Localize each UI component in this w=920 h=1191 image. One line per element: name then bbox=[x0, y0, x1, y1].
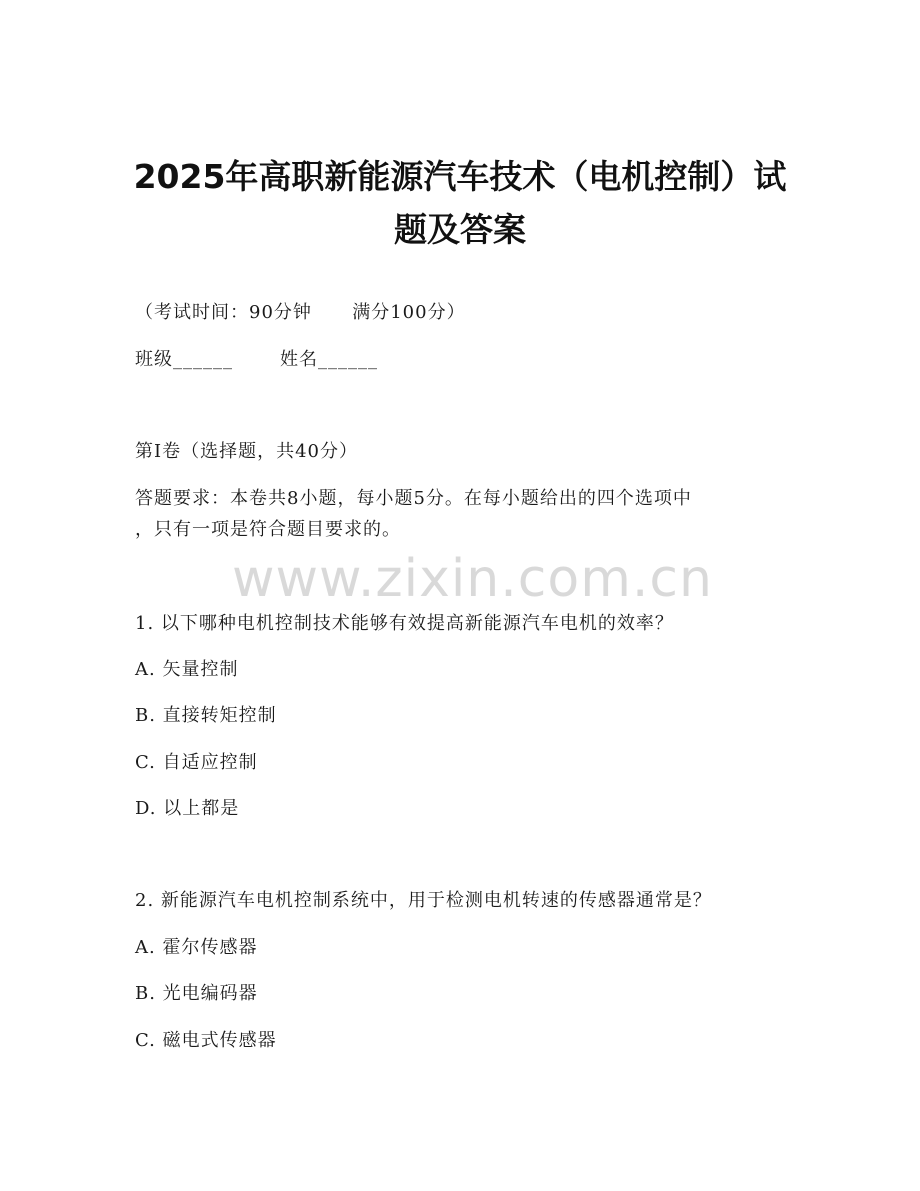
document-title bbox=[90, 150, 830, 256]
title-line-1: 2025年高职新能源汽车技术（电机控制）试 bbox=[133, 157, 787, 196]
question-2-option-c: C. 磁电式传感器 bbox=[135, 1030, 277, 1051]
section-heading: 第I卷（选择题，共40分） bbox=[135, 441, 359, 462]
question-1-option-d: D. 以上都是 bbox=[135, 798, 240, 819]
question-1-option-a: A. 矢量控制 bbox=[135, 659, 239, 680]
student-info: 班级______ 姓名______ bbox=[135, 349, 379, 370]
question-2-option-a: A. 霍尔传感器 bbox=[135, 937, 258, 958]
question-2-stem: 2. 新能源汽车电机控制系统中，用于检测电机转速的传感器通常是？ bbox=[135, 890, 712, 911]
watermark: www.zixin.com.cn bbox=[232, 549, 713, 609]
instructions-line-1: 答题要求：本卷共8小题，每小题5分。在每小题给出的四个选项中 bbox=[135, 488, 692, 509]
question-1-option-c: C. 自适应控制 bbox=[135, 752, 258, 773]
question-1-stem: 1. 以下哪种电机控制技术能够有效提高新能源汽车电机的效率？ bbox=[135, 613, 674, 634]
question-2-option-b: B. 光电编码器 bbox=[135, 983, 258, 1004]
title-line-2: 题及答案 bbox=[394, 210, 526, 249]
instructions-line-2: ，只有一项是符合题目要求的。 bbox=[135, 519, 401, 540]
exam-info: （考试时间：90分钟 满分100分） bbox=[135, 302, 466, 323]
question-1-option-b: B. 直接转矩控制 bbox=[135, 705, 277, 726]
